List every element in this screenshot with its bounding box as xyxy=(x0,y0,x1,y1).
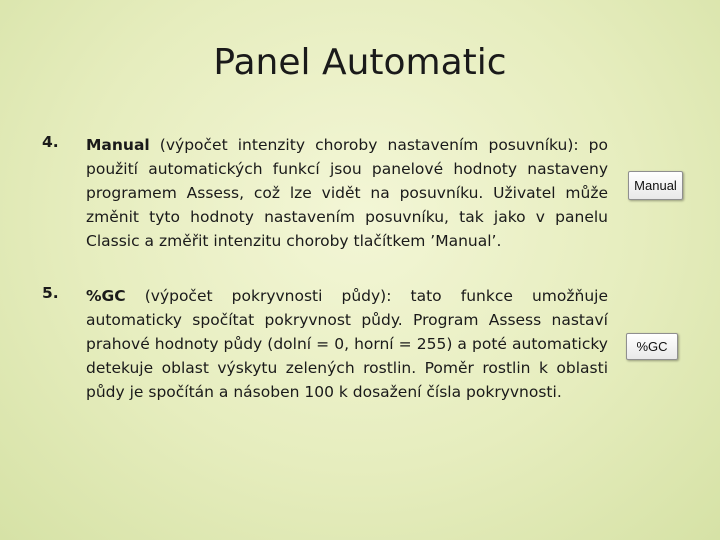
item-description xyxy=(86,133,608,253)
item-body: (výpočet intenzity choroby nastavením posuvníku): po použití automatických funkcí jsou panelové hodnoty nastaveny programem Assess, což lze vidět na posuvníku. Uživatel může změnit tyto hodnoty nastavením posuvníku, tak jako v panelu Classic a změřit intenzitu choroby tlačítkem ’Manual’. xyxy=(86,136,608,250)
item-description xyxy=(86,284,608,404)
item-number: 4. xyxy=(42,133,59,151)
item-body: (výpočet pokryvnosti půdy): tato funkce umožňuje automaticky spočítat pokryvnost půdy. Program Assess nastaví prahové hodnoty půdy (dolní = 0, horní = 255) a poté automaticky detekuje oblast výskytu zelených rostlin. Poměr rostlin k oblasti půdy je spočítán a násoben 100 k dosažení čísla pokryvnosti. xyxy=(86,287,608,401)
item-number: 5. xyxy=(42,284,59,302)
slide-title: Panel Automatic xyxy=(213,42,507,83)
item-term: Manual xyxy=(86,136,150,154)
gc-button[interactable]: %GC xyxy=(626,333,678,360)
item-term: %GC xyxy=(86,287,126,305)
manual-button[interactable]: Manual xyxy=(628,171,683,200)
